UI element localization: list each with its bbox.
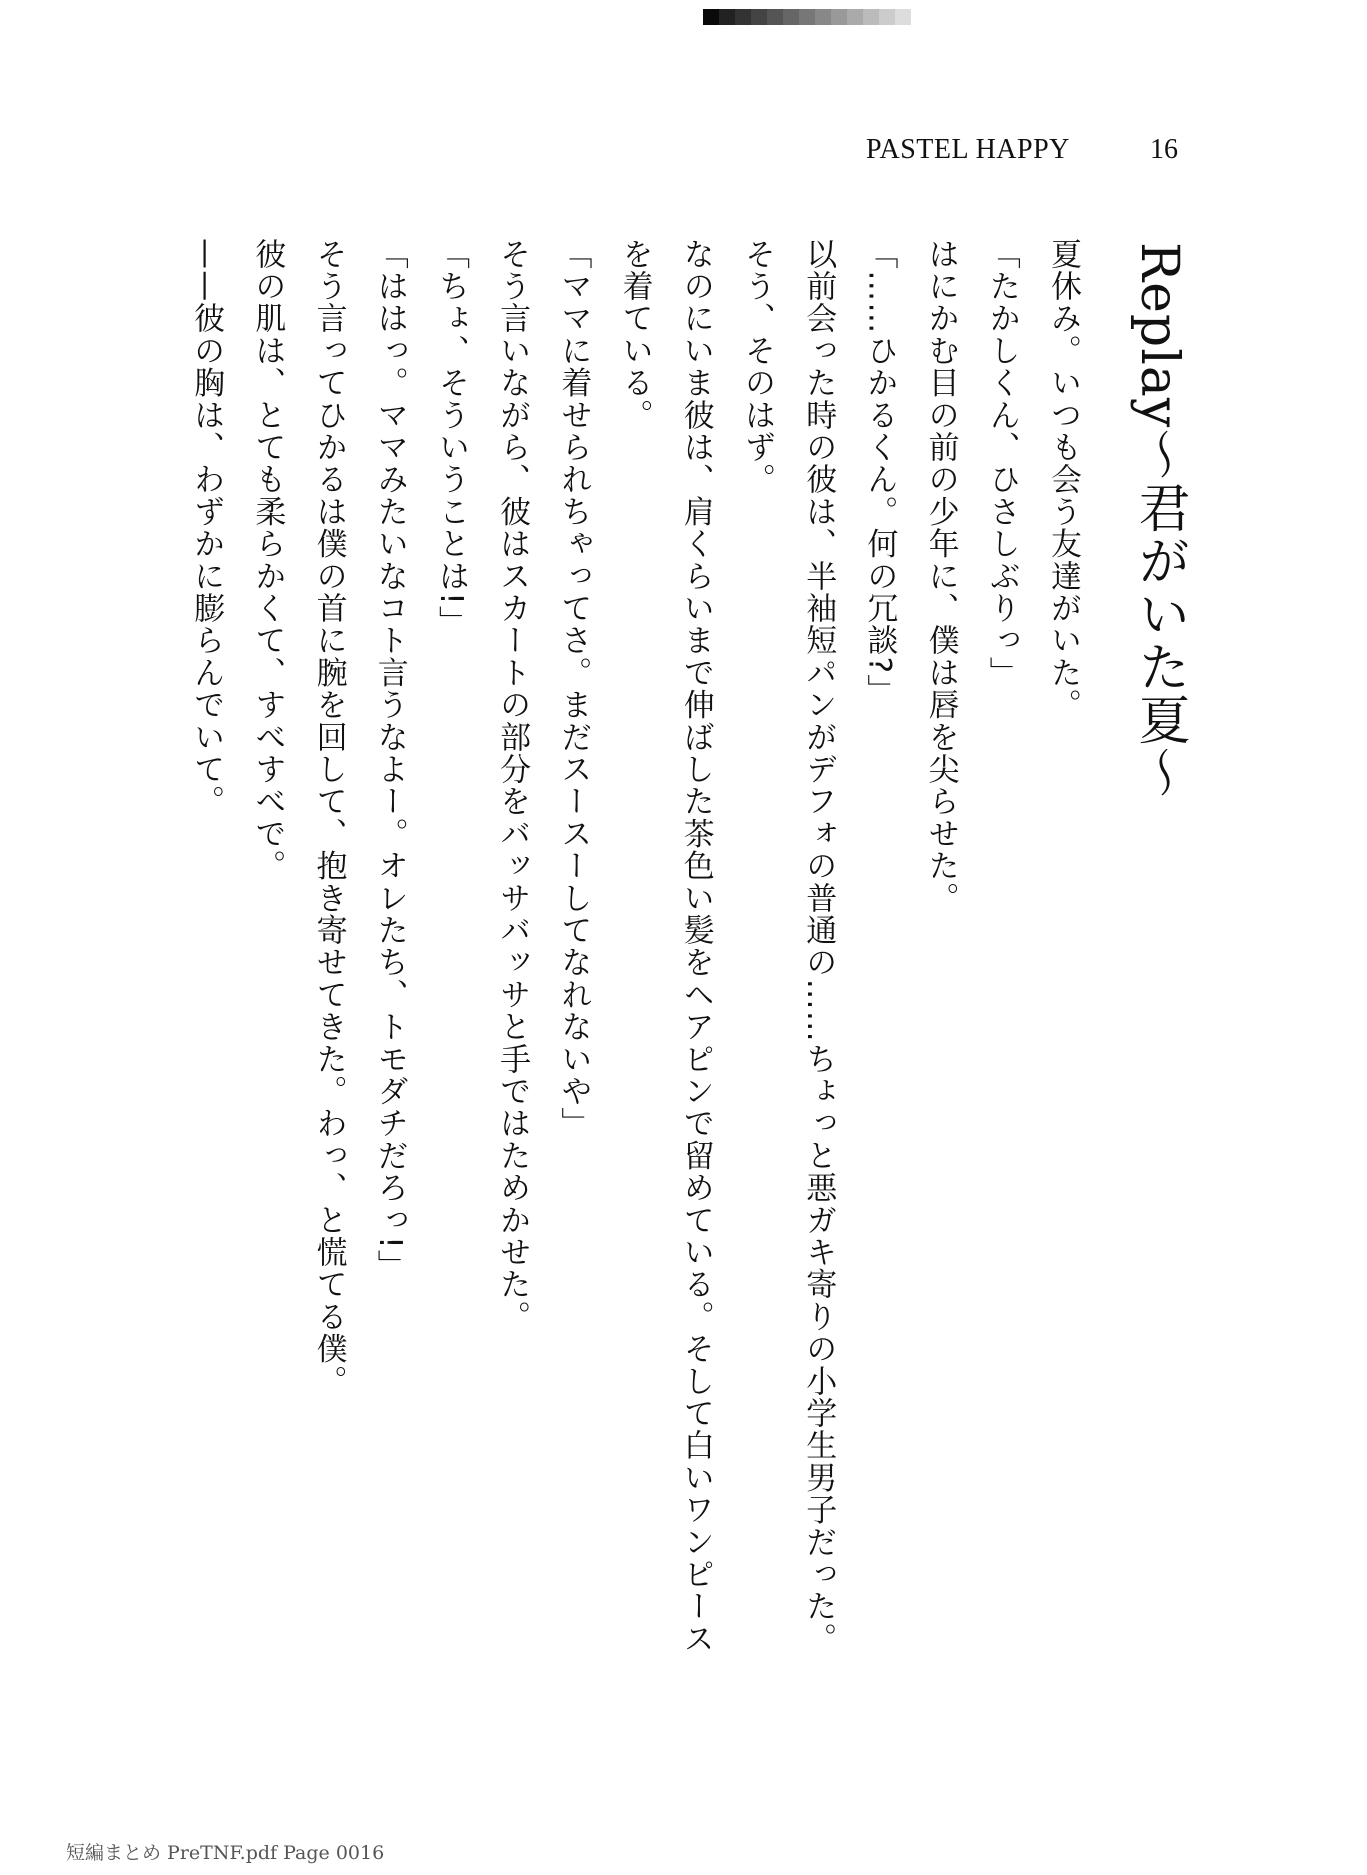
- gray-scale-bar: [703, 9, 911, 25]
- vertical-text-body: [188, 238, 1189, 1678]
- paragraph: ——彼の胸は、わずかに膨らんでいて。: [188, 238, 225, 818]
- paragraph: そう言ってひかるは僕の首に腕を回して、抱き寄せてきた。わっ、と慌てる僕。: [310, 238, 347, 1398]
- pdf-page-label: 短編まとめ PreTNF.pdf Page 0016: [66, 1842, 385, 1864]
- gray-swatch: [767, 9, 783, 25]
- paragraph: はにかむ目の前の少年に、僕は唇を尖らせた。: [922, 238, 959, 915]
- gray-swatch: [847, 9, 863, 25]
- page-header: [0, 134, 1367, 174]
- gray-swatch: [783, 9, 799, 25]
- gray-swatch: [703, 9, 719, 25]
- gray-swatch: [863, 9, 879, 25]
- book-title: PASTEL HAPPY: [866, 134, 1070, 165]
- paragraph: 「たかしくん、ひさしぶりっ」: [983, 238, 1020, 689]
- paragraph: 夏休み。いつも会う友達がいた。: [1045, 238, 1081, 721]
- gray-swatch: [831, 9, 847, 25]
- gray-swatch: [799, 9, 815, 25]
- paragraph: 「ママに着せられちゃってさ。まだスースーしてなれないや」: [555, 238, 592, 1140]
- gray-swatch: [735, 9, 751, 25]
- gray-swatch: [719, 9, 735, 25]
- gray-swatch: [895, 9, 911, 25]
- paragraph: 彼の肌は、とても柔らかくて、すべすべで。: [249, 238, 286, 882]
- paragraph: 「ちょ、そういうことは!」: [432, 238, 469, 639]
- paragraph: 「……ひかるくん。何の冗談?」: [861, 238, 898, 707]
- paragraph: 「ははっ。ママみたいなコト言うなよー。オレたち、トモダチだろっ!」: [371, 238, 408, 1283]
- paragraph: そう言いながら、彼はスカートの部分をバッサバッサと手ではためかせた。: [494, 238, 531, 1333]
- chapter-title: Replay〜君がいた夏〜: [1129, 242, 1189, 800]
- page-number: 16: [1150, 134, 1178, 165]
- paragraph: 以前会った時の彼は、半袖短パンがデフォの普通の……ちょっと悪ガキ寄りの小学生男子だった。そう、そのはず。: [738, 238, 837, 1655]
- paragraph: なのにいま彼は、肩くらいまで伸ばした茶色い髪をヘアピンで留めている。そして白いワンピースを着ている。: [616, 238, 714, 1655]
- gray-swatch: [879, 9, 895, 25]
- gray-swatch: [751, 9, 767, 25]
- gray-swatch: [815, 9, 831, 25]
